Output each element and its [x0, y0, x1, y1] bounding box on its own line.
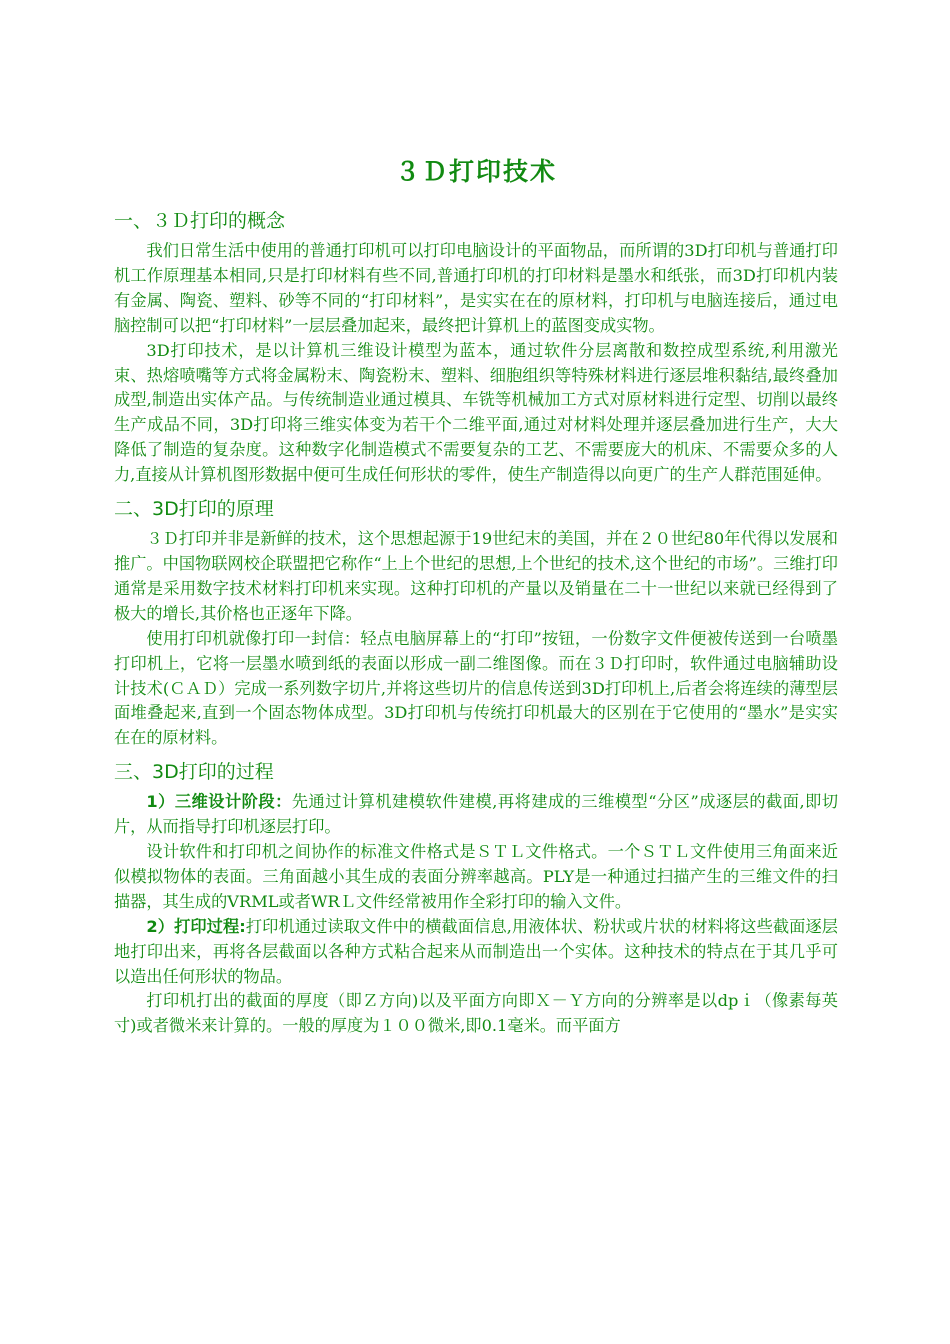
section-heading: 一、３Ｄ打印的概念	[114, 210, 286, 232]
paragraph: ３Ｄ打印并非是新鲜的技术，这个思想起源于19世纪末的美国，并在２０世纪80年代得以发展和推广。中国物联网校企联盟把它称作“上上个世纪的思想,上个世纪的技术,这个世纪的市场”。三维打印通常是采用数字技术材料打印机来实现。这种打印机的产量以及销量在二十一世纪以来就已经得到了极大的增长,其价格也正逐年下降。	[114, 529, 838, 623]
document-title: ３Ｄ打印技术	[394, 157, 557, 186]
document-page	[114, 150, 838, 1045]
section-heading: 二、3D打印的原理	[114, 498, 274, 521]
paragraph: 3D打印技术，是以计算机三维设计模型为蓝本，通过软件分层离散和数控成型系统,利用激光束、热熔喷嘴等方式将金属粉末、陶瓷粉末、塑料、细胞组织等特殊材料进行逐层堆积黏结,最终叠加成型,制造出实体产品。与传统制造业通过模具、车铣等机械加工方式对原材料进行定型、切削以最终生产成品不同，3D打印将三维实体变为若干个二维平面,通过对材料处理并逐层叠加进行生产，大大降低了制造的复杂度。这种数字化制造模式不需要复杂的工艺、不需要庞大的机床、不需要众多的人力,直接从计算机图形数据中便可生成任何形状的零件，使生产制造得以向更广的生产人群范围延伸。	[114, 340, 838, 485]
paragraph-text: 设计软件和打印机之间协作的标准文件格式是ＳＴＬ文件格式。一个ＳＴＬ文件使用三角面来近似模拟物体的表面。三角面越小其生成的表面分辨率越高。PLY是一种通过扫描产生的三维文件的扫描器，其生成的VRML或者WRＬ文件经常被用作全彩打印的输入文件。	[114, 842, 838, 911]
paragraph-design-stage	[114, 790, 838, 840]
paragraph	[114, 840, 838, 915]
paragraph-text: 先通过计算机建模软件建模,再将建成的三维模型“分区”成逐层的截面,即切片，从而指导打印机逐层打印。	[114, 792, 839, 837]
section-concept	[114, 206, 838, 488]
paragraph-print-stage	[114, 915, 838, 990]
step-label: 1）三维设计阶段：	[146, 792, 292, 812]
section-heading: 三、3D打印的过程	[114, 761, 274, 784]
paragraph-text: 打印机打出的截面的厚度（即Ｚ方向)以及平面方向即Ｘ－Ｙ方向的分辨率是以dpｉ（像素每英寸)或者微米来计算的。一般的厚度为１００微米,即0.1毫米。而平面方	[114, 991, 838, 1036]
paragraph: 使用打印机就像打印一封信：轻点电脑屏幕上的“打印”按钮，一份数字文件便被传送到一台喷墨打印机上，它将一层墨水喷到纸的表面以形成一副二维图像。而在３Ｄ打印时，软件通过电脑辅助设计技术(ＣＡＤ）完成一系列数字切片,并将这些切片的信息传送到3D打印机上,后者会将连续的薄型层面堆叠起来,直到一个固态物体成型。3D打印机与传统打印机最大的区别在于它使用的“墨水”是实实在在的原材料。	[114, 628, 838, 748]
paragraph: 我们日常生活中使用的普通打印机可以打印电脑设计的平面物品，而所谓的3D打印机与普通打印机工作原理基本相同,只是打印材料有些不同,普通打印机的打印材料是墨水和纸张，而3D打印机内装有金属、陶瓷、塑料、砂等不同的“打印材料”，是实实在在的原材料，打印机与电脑连接后，通过电脑控制可以把“打印材料”一层层叠加起来，最终把计算机上的蓝图变成实物。	[114, 241, 838, 335]
step-label: 2）打印过程:	[146, 916, 246, 936]
section-process	[114, 757, 838, 1039]
section-principle	[114, 494, 838, 751]
paragraph	[114, 989, 838, 1039]
paragraph-text: 打印机通过读取文件中的横截面信息,用液体状、粉状或片状的材料将这些截面逐层地打印出来，再将各层截面以各种方式粘合起来从而制造出一个实体。这种技术的特点在于其几乎可以造出任何形状的物品。	[114, 916, 838, 986]
